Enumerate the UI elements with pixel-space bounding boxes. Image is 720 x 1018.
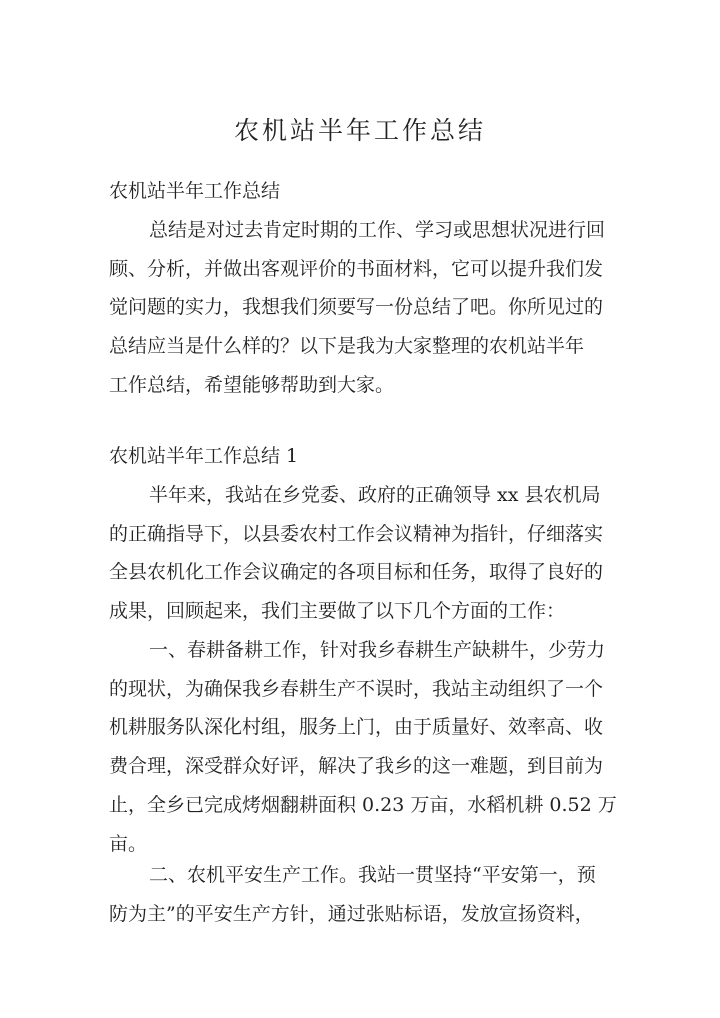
text-line: 觉问题的实力，我想我们须要写一份总结了吧。你所见过的 — [109, 296, 604, 319]
text-line: 的现状，为确保我乡春耕生产不误时，我站主动组织了一个 — [109, 677, 604, 700]
text-line: 止，全乡已完成烤烟翻耕面积 0.23 万亩，水稻机耕 0.52 万 — [109, 793, 617, 816]
section1-paragraph-1 — [109, 476, 629, 631]
text-line: 二、农机平安生产工作。我站一贯坚持“平安第一，预 — [149, 864, 596, 886]
section-heading: 农机站半年工作总结 1 — [109, 445, 299, 467]
section1-paragraph-2 — [109, 631, 629, 863]
text-line: 费合理，深受群众好评，解决了我乡的这一难题，到目前为 — [109, 755, 604, 778]
intro-paragraph — [109, 211, 629, 405]
text-line: 成果，回顾起来，我们主要做了以下几个方面的工作： — [109, 600, 566, 623]
text-line: 机耕服务队深化村组，服务上门，由于质量好、效率高、收 — [109, 716, 604, 739]
text-line: 总结应当是什么样的？以下是我为大家整理的农机站半年 — [109, 335, 585, 358]
text-line: 全县农机化工作会议确定的各项目标和任务，取得了良好的 — [109, 561, 604, 584]
text-line: 防为主”的平安生产方针，通过张贴标语，发放宣扬资料， — [109, 902, 594, 925]
text-line: 顾、分析，并做出客观评价的书面材料，它可以提升我们发 — [109, 257, 604, 280]
text-line: 一、春耕备耕工作，针对我乡春耕生产缺耕牛，少劳力 — [149, 639, 606, 661]
document-title: 农机站半年工作总结 — [233, 116, 486, 145]
section1-paragraph-3 — [109, 856, 629, 933]
text-line: 工作总结，希望能够帮助到大家。 — [109, 373, 395, 396]
text-line: 亩。 — [109, 832, 148, 855]
text-line: 的正确指导下，以县委农村工作会议精神为指针，仔细落实 — [109, 522, 604, 545]
intro-heading: 农机站半年工作总结 — [109, 180, 281, 202]
text-line: 半年来，我站在乡党委、政府的正确领导 xx 县农机局 — [149, 484, 601, 506]
text-line: 总结是对过去肯定时期的工作、学习或思想状况进行回 — [149, 219, 606, 241]
